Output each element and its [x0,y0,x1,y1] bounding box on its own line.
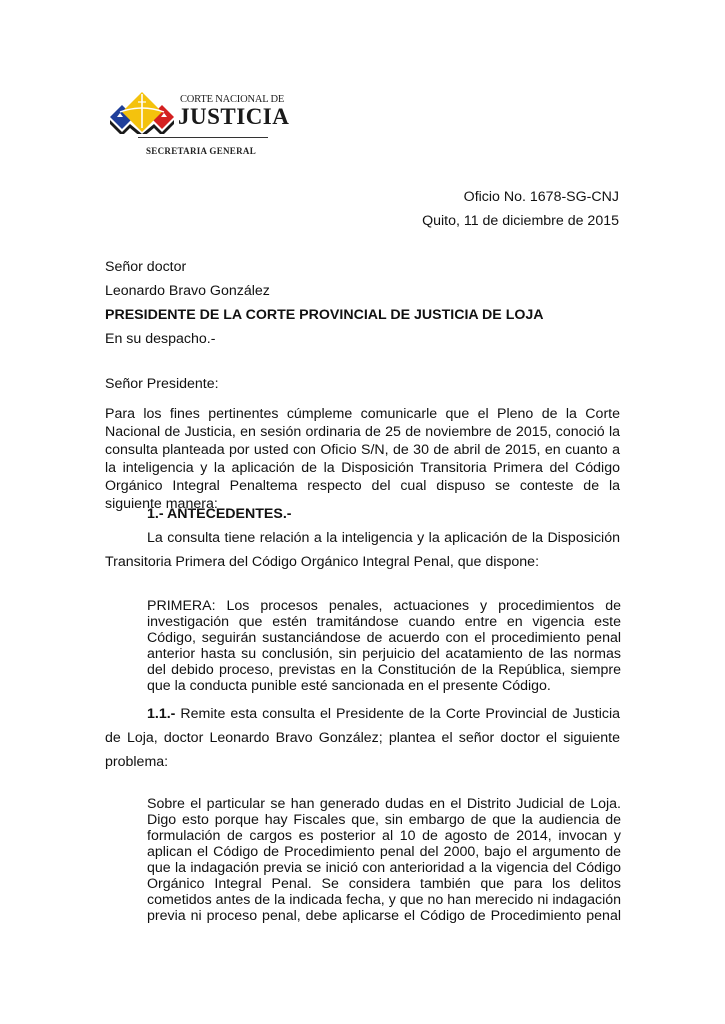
intro-paragraph: Para los fines pertinentes cúmpleme comunicarle que el Pleno de la Corte Nacional de Justicia, en sesión ordinaria de 25 de noviembre de 2015, conoció la consulta planteada por usted con Oficio S/N, de 30 de abril de 2015, en cuanto a la inteligencia y la aplicación de la Disposición Transitoria Primera del Código Orgánico Integral Penaltema respecto del cual dispuso se conteste de la siguiente manera: [105,406,620,512]
document-reference: Oficio No. 1678-SG-CNJ [463,189,619,205]
greeting: Señor Presidente: [105,376,219,392]
logo-line2: JUSTICIA [178,104,290,129]
institution-logo [108,90,290,160]
logo-line1: CORTE NACIONAL DE [180,94,285,105]
section1-1-paragraph [105,702,620,774]
logo-subtitle: SECRETARIA GENERAL [146,146,257,156]
section1-quote: PRIMERA: Los procesos penales, actuaciones y procedimientos de investigación que estén tramitándose cuando entre en vigencia este Código, seguirán sustanciándose de acuerdo con el procedimiento penal anterior hasta su conclusión, sin perjuicio del acatamiento de las normas del debido proceso, previstas en la Constitución de la República, siempre que la conducta punible esté sancionada en el presente Código. [147,598,621,694]
section-heading-antecedentes: 1.- ANTECEDENTES.- [147,506,292,522]
recipient-position: PRESIDENTE DE LA CORTE PROVINCIAL DE JUSTICIA DE LOJA [105,307,544,323]
section1-1-text: Remite esta consulta el Presidente de la Corte Provincial de Justicia de Loja, doctor Leonardo Bravo González; plantea el señor doctor el siguiente problema: [105,706,620,770]
recipient-title: Señor doctor [105,259,187,275]
logo-divider [138,137,268,138]
section1-1-quote: Sobre el particular se han generado dudas en el Distrito Judicial de Loja. Digo esto porque hay Fiscales que, sin embargo de que la audiencia de formulación de cargos es posterior al 10 de agosto de 2014, invocan y aplican el Código de Procedimiento penal del 2000, bajo el argumento de que la indagación previa se inició con anterioridad a la vigencia del Código Orgánico Integral Penal. Se considera también que para los delitos cometidos antes de la indicada fecha, y que no han merecido ni indagación previa ni proceso penal, debe aplicarse el Código de Procedimiento penal [147,796,621,924]
section1-paragraph: La consulta tiene relación a la inteligencia y la aplicación de la Disposición Transitoria Primera del Código Orgánico Integral Penal, que dispone: [105,530,620,570]
document-date: Quito, 11 de diciembre de 2015 [422,213,619,229]
justice-emblem-icon [108,90,176,134]
recipient-name: Leonardo Bravo González [105,283,270,299]
section1-1-number: 1.1.- [147,706,176,722]
recipient-closing: En su despacho.- [105,331,216,347]
